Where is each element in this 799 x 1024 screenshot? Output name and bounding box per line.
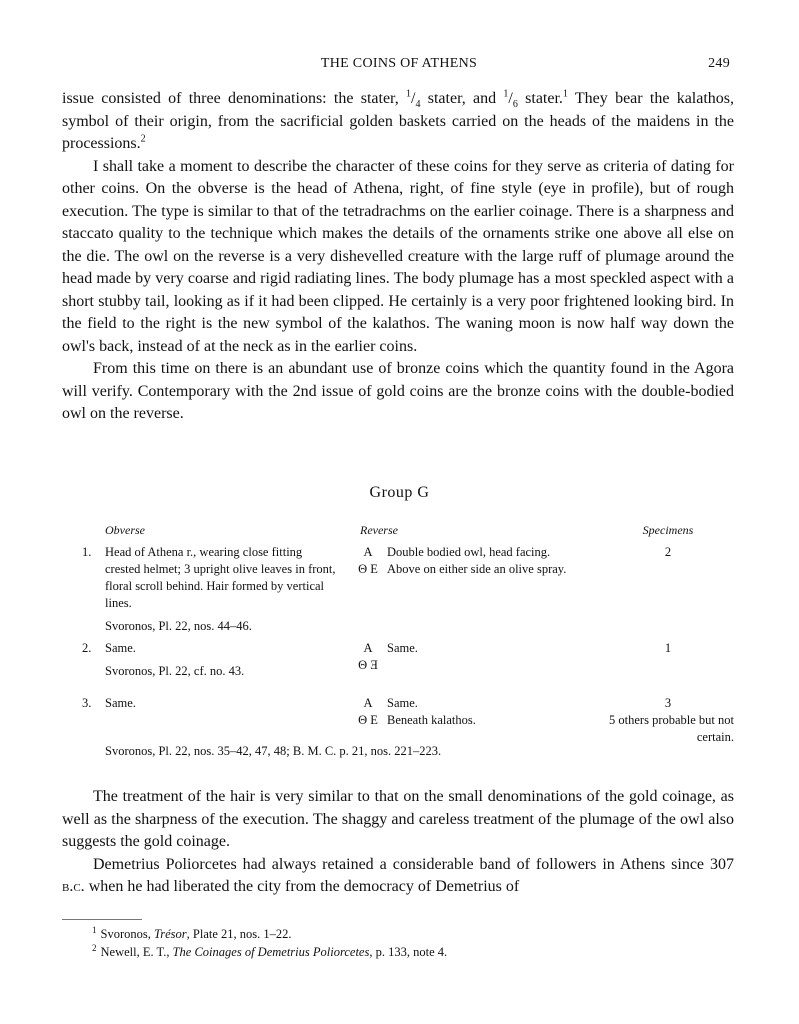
footnote-ref-2[interactable]: 2: [140, 133, 146, 145]
entry-reverse: [387, 695, 597, 729]
legend-line: Θ Ε: [358, 562, 378, 576]
legend-line: Θ Ǝ: [358, 658, 378, 672]
text-run: stater.: [517, 90, 563, 107]
paragraph-continued: [62, 88, 734, 156]
obverse-description: Same.: [105, 641, 136, 655]
paragraph-demetrius: [62, 854, 734, 899]
entry-number: 3.: [82, 696, 92, 710]
paragraph-coin-description: I shall take a moment to describe the character of these coins for they serve as criteria of dating for other coins. On the obverse is the head of Athena, right, of fine style (eye in profile), but of rough execution. The type is similar to that of the tetradrachms on the earlier coinage. There is a sharpness and staccato quality to the technique which makes the details of the ornaments strike one above all else on the die. The owl on the reverse is a very dishevelled creature with the large ruff of plumage around the head made by very coarse and rigid radiating lines. The body plumage has a most speckled aspect with a short stubby tail, looking as if it had been clipped. He certainly is a very poor frightened looking bird. In the field to the right is the new symbol of the kalathos. The waning moon is now half way down the owl's back, instead of at the neck as in the earlier coins.: [62, 157, 734, 355]
footnote-title: Trésor: [153, 927, 187, 941]
footnote-text: Newell, E. T.,: [100, 945, 173, 959]
reverse-description: Double bodied owl, head facing.: [387, 545, 551, 559]
reverse-legend: [357, 695, 379, 729]
paragraph-bronze-coins: From this time on there is an abundant use of bronze coins which the quantity found in the Agora will verify. Contemporary with the 2nd issue of gold coins are the bronze coins with the double-bodied owl on the reverse.: [62, 360, 734, 422]
era-abbreviation: b.c.: [62, 878, 85, 895]
entry-specimens: 2: [664, 545, 672, 559]
legend-line: Θ Ε: [358, 713, 378, 727]
footnote-ref-1[interactable]: 1: [562, 88, 568, 100]
entry-obverse: [105, 695, 337, 712]
running-header: [62, 56, 736, 78]
fraction-slash: /: [411, 90, 416, 107]
reverse-description: Same.: [387, 696, 418, 710]
footnote-text: , Plate 21, nos. 1–22.: [186, 927, 292, 941]
page-number: 249: [708, 56, 730, 71]
fraction-denominator: 4: [415, 99, 421, 111]
text-run: stater, and: [420, 90, 504, 107]
entry-obverse: [105, 544, 337, 635]
column-header-specimens: Specimens: [642, 523, 694, 537]
reverse-legend: [357, 640, 379, 674]
group-references: Svoronos, Pl. 22, nos. 35–42, 47, 48; B. M. C. p. 21, nos. 221–223.: [105, 744, 442, 758]
specimen-note: 5 others probable but not certain.: [609, 713, 734, 744]
text-run: issue consisted of three denominations: the stater,: [62, 90, 407, 107]
text-run: Demetrius Poliorcetes had always retained a considerable band of followers in Athens since 307: [93, 855, 734, 873]
text-run: They bear the kalathos, symbol of their origin, from the sacrificial golden baskets carried on the heads of the maidens in the processions.: [62, 90, 735, 152]
fraction-denominator: 6: [512, 99, 518, 111]
fraction-sixth: [503, 88, 518, 111]
entry-number: 1.: [82, 545, 92, 559]
entry-reference: Svoronos, Pl. 22, nos. 44–46.: [105, 619, 252, 633]
running-title: THE COINS OF ATHENS: [320, 56, 478, 71]
footnote-2: [92, 943, 447, 961]
entry-reverse: [387, 544, 597, 578]
footnote-mark: 2: [92, 942, 97, 953]
obverse-description: Head of Athena r., wearing close fitting crested helmet; 3 upright olive leaves in front, floral scroll behind. Hair formed by vertical lines.: [105, 545, 336, 610]
text-run: when he had liberated the city from the democracy of Demetrius of: [84, 878, 520, 895]
fraction-numerator: 1: [503, 88, 509, 100]
reverse-description: Beneath kalathos.: [387, 713, 476, 727]
footnote-mark: 1: [92, 924, 97, 935]
fraction-quarter: [406, 88, 421, 111]
specimen-count: 3: [664, 696, 672, 710]
footnote-title: The Coinages of Demetrius Poliorcetes: [172, 945, 370, 959]
legend-line: Α: [363, 696, 373, 710]
body-text-upper: [62, 88, 734, 426]
obverse-description: Same.: [105, 696, 136, 710]
reverse-legend: [357, 544, 379, 578]
footnote-divider: [62, 919, 142, 920]
entry-obverse: [105, 640, 337, 680]
fraction-slash: /: [508, 90, 513, 107]
footnote-1: [92, 925, 447, 943]
legend-line: Α: [363, 641, 373, 655]
entry-reference: Svoronos, Pl. 22, cf. no. 43.: [105, 664, 245, 678]
group-title: Group G: [369, 484, 430, 501]
entry-specimens: 1: [664, 641, 672, 655]
footnote-text: , p. 133, note 4.: [369, 945, 448, 959]
reverse-description: Above on either side an olive spray.: [387, 562, 567, 576]
column-header-obverse: Obverse: [105, 523, 145, 537]
entry-number: 2.: [82, 641, 92, 655]
paragraph-hair-treatment: The treatment of the hair is very similar to that on the small denominations of the gold coinage, as well as the sharpness of the execution. The shaggy and careless treatment of the plumage of the owl also suggests the gold coinage.: [62, 788, 734, 850]
legend-line: Α: [363, 545, 373, 559]
footnotes: [92, 925, 447, 961]
footnote-text: Svoronos,: [100, 927, 154, 941]
column-header-reverse: Reverse: [360, 523, 398, 537]
entry-reverse: [387, 640, 597, 657]
entry-specimens: [602, 695, 734, 746]
reverse-description: Same.: [387, 641, 418, 655]
fraction-numerator: 1: [406, 88, 412, 100]
body-text-lower: [62, 786, 734, 899]
